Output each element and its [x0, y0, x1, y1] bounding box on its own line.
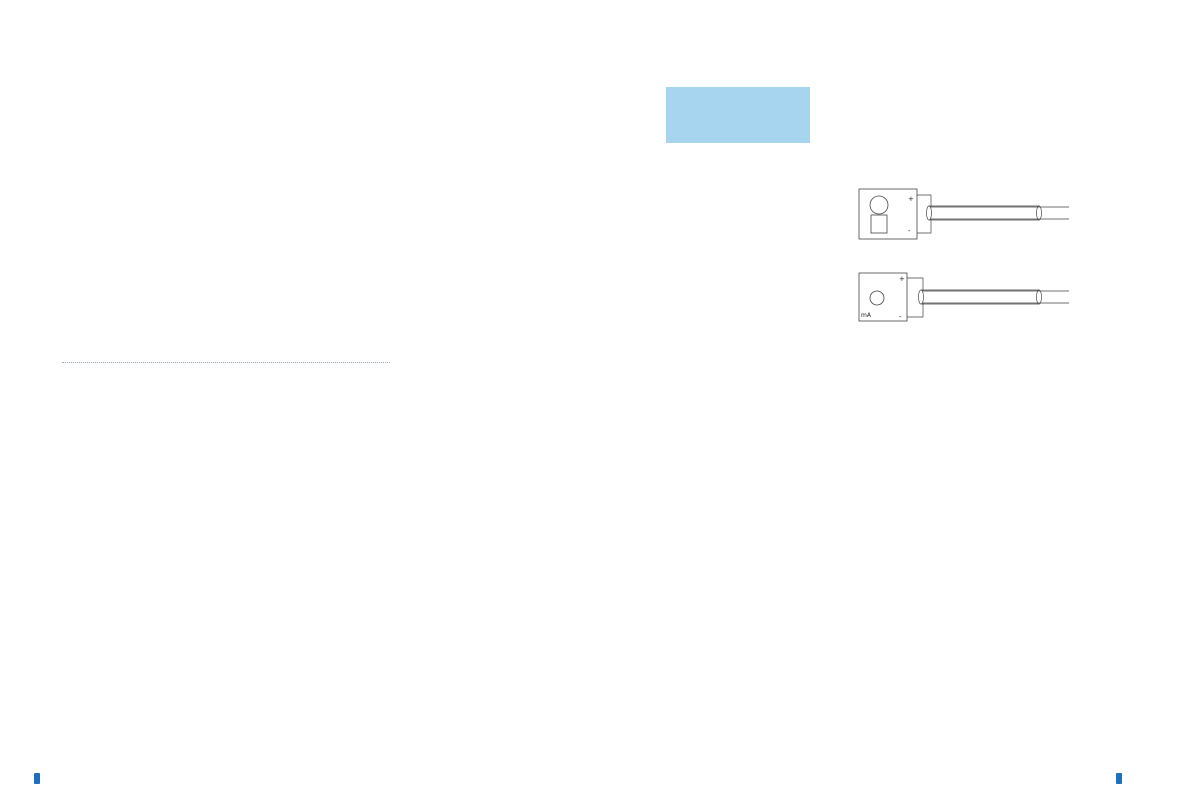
- left-footer: [34, 773, 44, 784]
- svg-text:mA: mA: [861, 312, 871, 319]
- right-footer: [1116, 773, 1126, 784]
- svg-text:-: -: [899, 313, 902, 321]
- horbon-logo: [1116, 773, 1122, 784]
- svg-text:+: +: [908, 195, 914, 203]
- terminal-table: [664, 87, 810, 145]
- horbon-logo: [34, 773, 40, 784]
- header-no: [664, 87, 810, 143]
- cable-wires: [907, 195, 1069, 317]
- four-wire-transmitter: [859, 273, 907, 321]
- wiring-diagram: [843, 183, 1133, 415]
- svg-text:+: +: [899, 275, 905, 283]
- two-wire-transmitter: [859, 189, 917, 239]
- table-header-row: [664, 87, 810, 143]
- svg-text:-: -: [908, 227, 911, 235]
- dotted-divider: [62, 362, 390, 363]
